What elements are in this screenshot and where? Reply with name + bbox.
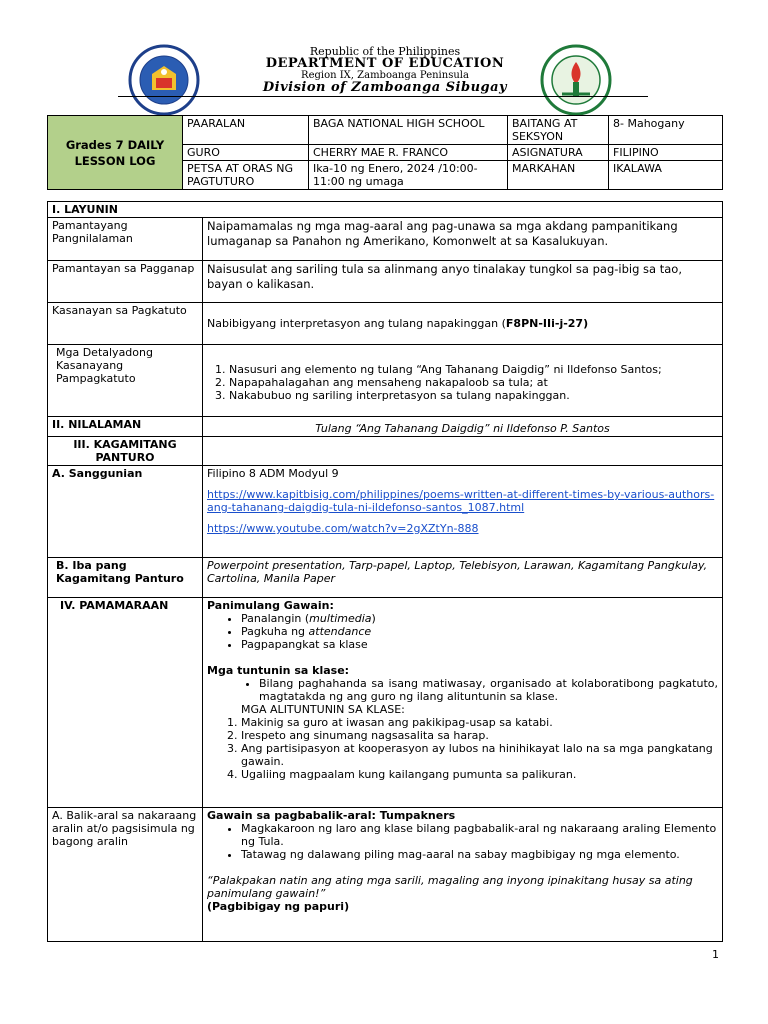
panimulang-item: • Panalangin (multimedia) xyxy=(241,612,718,625)
petsa-label: PETSA AT ORAS NG PAGTUTURO xyxy=(183,161,309,190)
alituntunin-heading: MGA ALITUNTUNIN SA KLASE: xyxy=(241,703,405,716)
balik-quote: “Palakpakan natin ang ating mga sarili, magaling ang inyong ipinakitang husay sa ating panimulang gawain!” xyxy=(207,874,693,900)
division-heading: Division of Zamboanga Sibugay xyxy=(262,80,508,95)
balik-heading: Gawain sa pagbabalik-aral: Tumpakners xyxy=(207,809,456,822)
pamantayan-pagganap-label: Pamantayan sa Pagganap xyxy=(48,261,203,303)
detalyado-item: 2. Napapahalagahan ang mensaheng nakapaloob sa tula; at xyxy=(229,376,718,389)
department-heading: DEPARTMENT OF EDUCATION xyxy=(265,56,505,71)
guro-label: GURO xyxy=(183,145,309,161)
grade-title: Grades 7 DAILY LESSON LOG xyxy=(48,116,183,190)
panimulang-item: • Pagpapangkat sa klase xyxy=(241,638,718,651)
kasanayan-cell xyxy=(203,303,723,345)
iba-text: Powerpoint presentation, Tarp-papel, Laptop, Telebisyon, Larawan, Kagamitang Pangkulay, Cartolina, Manila Paper xyxy=(203,558,723,598)
alituntunin-item: 4. Ugaliing magpaalam kung kailangang pumunta sa palikuran. xyxy=(241,768,718,781)
baitang-value: 8- Mahogany xyxy=(609,116,723,145)
panimulang-item: • Pagkuha ng attendance xyxy=(241,625,718,638)
iba-label: B. Iba pang Kagamitang Panturo xyxy=(48,558,203,598)
nilalaman-label: II. NILALAMAN xyxy=(48,417,203,437)
detalyado-label: Mga Detalyadong Kasanayang Pampagkatuto xyxy=(48,345,203,417)
alituntunin-item: 1. Makinig sa guro at iwasan ang pakikipag-usap sa katabi. xyxy=(241,716,718,729)
petsa-value: Ika-10 ng Enero, 2024 /10:00-11:00 ng umaga xyxy=(309,161,508,190)
nilalaman-text: Tulang “Ang Tahanang Daigdig” ni Ildefonso P. Santos xyxy=(203,417,723,437)
pamantayang-nilalaman-text: Naipamamalas ng mga mag-aaral ang pag-unawa sa mga akdang pampanitikang lumaganap sa Panahon ng Amerikano, Komonwelt at sa Kasalukuyan. xyxy=(203,218,723,261)
lesson-info-table xyxy=(47,115,723,190)
sanggunian-label: A. Sanggunian xyxy=(48,466,203,558)
balik-item: • Magkakaroon ng laro ang klase bilang pagbabalik-aral ng nakaraang araling Elemento ng Tula. xyxy=(241,822,718,848)
balik-papuri: (Pagbibigay ng papuri) xyxy=(207,900,350,913)
youtube-link[interactable]: https://www.youtube.com/watch?v=2gXZtYn-888 xyxy=(207,522,479,535)
tuntunin-bullet: • Bilang paghahanda sa isang matiwasay, organisado at kolaboratibong pagkatuto, magtatakda ng ang guro ng ilang alituntunin sa klase. xyxy=(259,677,718,703)
pamamaraan-label: IV. PAMAMARAAN xyxy=(48,598,203,808)
kagamitan-empty xyxy=(203,437,723,466)
paaralan-value: BAGA NATIONAL HIGH SCHOOL xyxy=(309,116,508,145)
panimulang-heading: Panimulang Gawain: xyxy=(207,599,334,612)
tuntunin-heading: Mga tuntunin sa klase: xyxy=(207,664,350,677)
region-heading: Region IX, Zamboanga Peninsula xyxy=(301,70,469,81)
guro-value: CHERRY MAE R. FRANCO xyxy=(309,145,508,161)
deped-seal-logo xyxy=(128,44,200,116)
paaralan-label: PAARALAN xyxy=(183,116,309,145)
sanggunian-text: Filipino 8 ADM Modyul 9 xyxy=(207,467,339,480)
detalyado-item: 1. Nasusuri ang elemento ng tulang “Ang Tahanang Daigdig” ni Ildefonso Santos; xyxy=(229,363,718,376)
layunin-heading: I. LAYUNIN xyxy=(48,202,723,218)
lesson-plan-table xyxy=(47,201,723,942)
republic-heading: Republic of the Philippines xyxy=(309,45,461,58)
letterhead-divider xyxy=(118,96,648,97)
detalyado-item: 3. Nakabubuo ng sariling interpretasyon sa tulang napakinggan. xyxy=(229,389,718,402)
pamantayang-nilalaman-label: Pamantayang Pangnilalaman xyxy=(48,218,203,261)
balik-label: A. Balik-aral sa nakaraang aralin at/o pagsisimula ng bagong aralin xyxy=(48,808,203,942)
baitang-label: BAITANG AT SEKSYON xyxy=(508,116,609,145)
kagamitan-label: III. KAGAMITANG PANTURO xyxy=(48,437,203,466)
alituntunin-item: 2. Irespeto ang sinumang nagsasalita sa harap. xyxy=(241,729,718,742)
markahan-value: IKALAWA xyxy=(609,161,723,190)
pamantayan-pagganap-text: Naisusulat ang sariling tula sa alinmang anyo tinalakay tungkol sa pag-ibig sa tao, bayan o kalikasan. xyxy=(203,261,723,303)
balik-cell xyxy=(203,808,723,942)
kasanayan-text: Nabibigyang interpretasyon ang tulang napakinggan ( xyxy=(207,317,506,330)
balik-item: • Tatawag ng dalawang piling mag-aaral na sabay magbibigay ng mga elemento. xyxy=(241,848,718,861)
sanggunian-cell xyxy=(203,466,723,558)
asignatura-label: ASIGNATURA xyxy=(508,145,609,161)
alituntunin-item: 3. Ang partisipasyon at kooperasyon ay lubos na hinihikayat lalo na sa mga pangkatang gawain. xyxy=(241,742,718,768)
kasanayan-code: F8PN-IIi-j-27) xyxy=(505,317,589,330)
panimulang-cell xyxy=(203,598,723,808)
page-number: 1 xyxy=(712,948,719,961)
markahan-label: MARKAHAN xyxy=(508,161,609,190)
kasanayan-label: Kasanayan sa Pagkatuto xyxy=(48,303,203,345)
asignatura-value: FILIPINO xyxy=(609,145,723,161)
kapitbisig-link[interactable]: https://www.kapitbisig.com/philippines/poems-written-at-different-times-by-various-authors-ang-tahanang-daigdig-tula-ni-ildefonso-santos_1087.html xyxy=(207,488,715,514)
detalyado-cell xyxy=(203,345,723,417)
